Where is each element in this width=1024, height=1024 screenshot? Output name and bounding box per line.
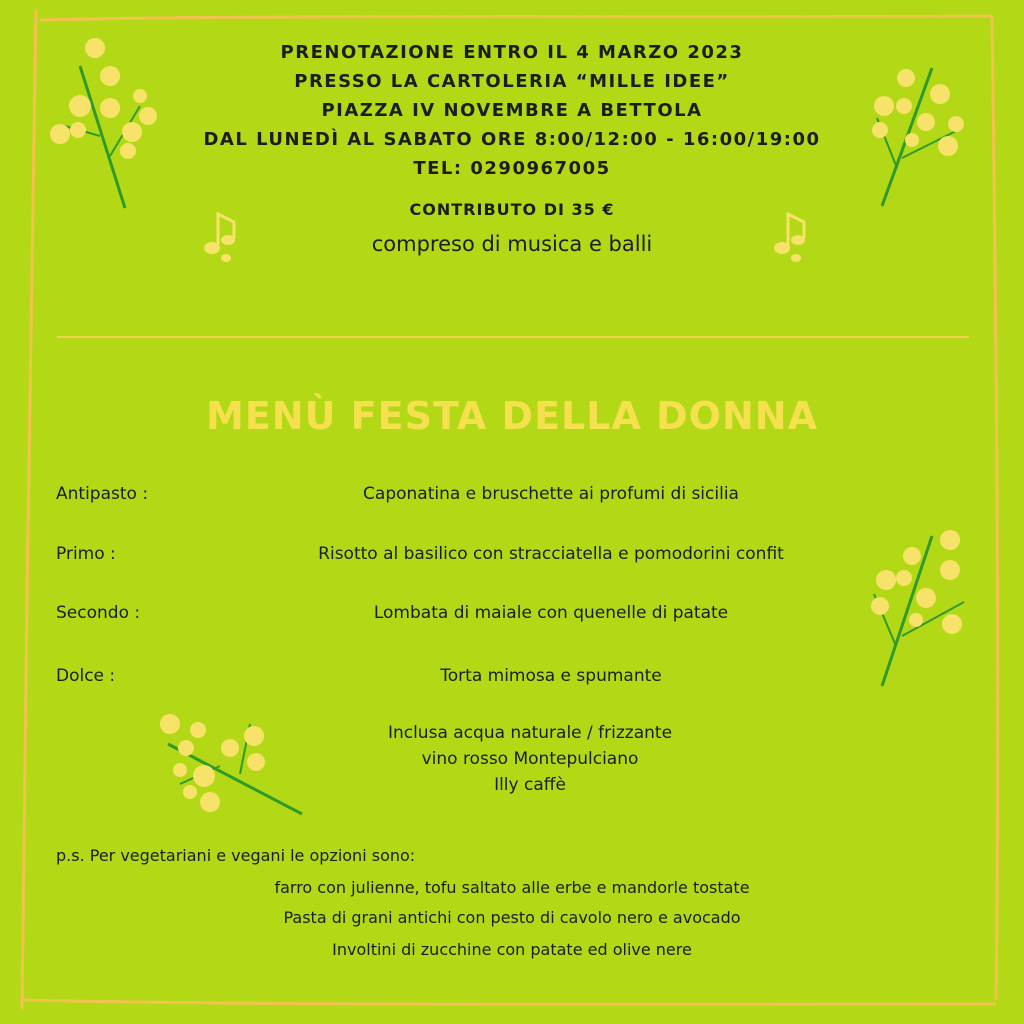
vegetarian-option: farro con julienne, tofu saltato alle erbe e mandorle tostate (274, 878, 750, 897)
course-label: Dolce : (56, 666, 116, 686)
course-label: Primo : (56, 544, 116, 564)
course-dish: Lombata di maiale con quenelle di patate (373, 603, 729, 623)
contribution-price: CONTRIBUTO DI 35 € (409, 200, 615, 219)
drinks-wine: vino rosso Montepulciano (421, 749, 639, 769)
music-included-note: compreso di musica e balli (371, 232, 653, 256)
drinks-coffee: Illy caffè (494, 775, 566, 795)
course-label: Secondo : (56, 603, 141, 623)
course-row-primo (56, 544, 956, 570)
menu-title: MENÙ FESTA DELLA DONNA (206, 394, 818, 438)
booking-location: PRESSO LA CARTOLERIA “MILLE IDEE” (294, 71, 730, 92)
vegetarian-option: Pasta di grani antichi con pesto di cavolo nero e avocado (283, 908, 741, 927)
course-row-antipasto (56, 484, 956, 510)
mimosa-branch-icon (150, 704, 310, 819)
booking-deadline: PRENOTAZIONE ENTRO IL 4 MARZO 2023 (280, 42, 744, 63)
course-row-secondo (56, 603, 956, 629)
booking-info (120, 38, 904, 183)
course-dish: Risotto al basilico con stracciatella e pomodorini confit (318, 544, 784, 564)
booking-address: PIAZZA IV NOVEMBRE A BETTOLA (321, 100, 703, 121)
drinks-water: Inclusa acqua naturale / frizzante (387, 723, 673, 743)
section-divider (57, 336, 969, 338)
booking-hours: DAL LUNEDÌ AL SABATO ORE 8:00/12:00 - 16:00/19:00 (203, 129, 821, 150)
vegetarian-option: Involtini di zucchine con patate ed olive nere (332, 940, 692, 959)
vegetarian-note: p.s. Per vegetariani e vegani le opzioni sono: (56, 846, 416, 865)
course-label: Antipasto : (56, 484, 149, 504)
course-row-dolce (56, 666, 956, 692)
course-dish: Torta mimosa e spumante (440, 666, 662, 686)
booking-phone: TEL: 0290967005 (413, 158, 611, 179)
included-drinks (330, 720, 730, 798)
course-dish: Caponatina e bruschette ai profumi di sicilia (363, 484, 739, 504)
